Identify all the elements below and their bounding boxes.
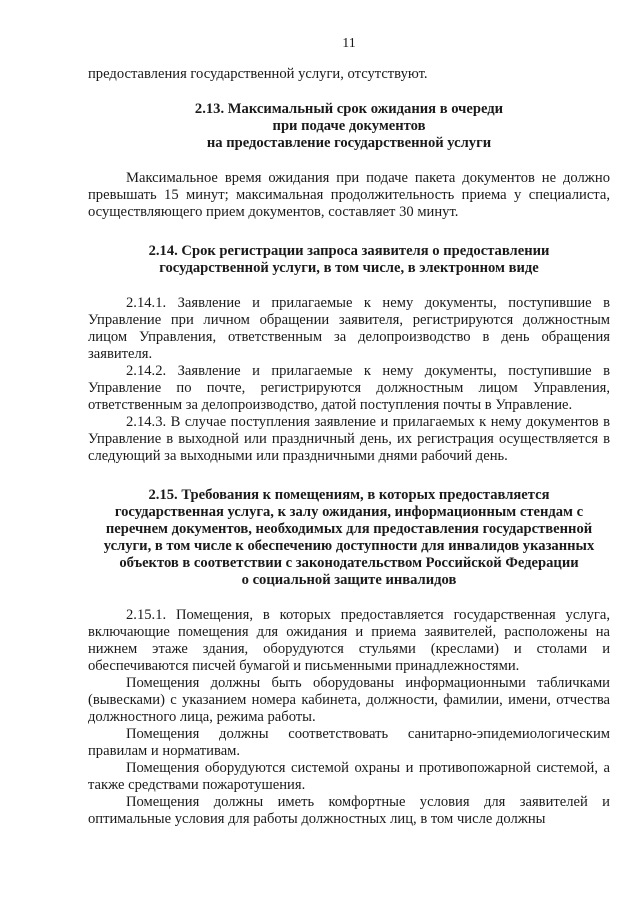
section-2-13-title-line: при подаче документов: [272, 118, 426, 134]
section-2-13-title-line: на предоставление государственной услуги: [206, 135, 492, 151]
section-2-15-title-line: услуги, в том числе к обеспечению доступности для инвалидов указанных: [103, 538, 595, 554]
section-2-14-paragraph: 2.14.1. Заявление и прилагаемые к нему документы, поступившие в Управление при личном обращении заявителя, регистрируются должностным лицом Управления, ответственным за делопроизводство в день обращения заявителя.: [88, 295, 610, 362]
section-2-15-paragraph: Помещения оборудуются системой охраны и противопожарной системой, а также средствами пожаротушения.: [88, 760, 610, 793]
section-2-14-paragraph: 2.14.2. Заявление и прилагаемые к нему документы, поступившие в Управление по почте, регистрируются должностным лицом Управления, ответственным за делопроизводство, датой поступления почты в Управление.: [88, 363, 610, 413]
section-2-14-paragraph: 2.14.3. В случае поступления заявление и прилагаемых к нему документов в Управление в выходной или праздничный день, их регистрация осуществляется в следующий за выходными или праздничными днями рабочий день.: [88, 414, 610, 464]
section-2-14-heading: [88, 243, 610, 277]
section-2-15-paragraph: Помещения должны быть оборудованы информационными табличками (вывесками) с указанием номера кабинета, должности, фамилии, имени, отчества должностного лица, режима работы.: [88, 675, 610, 725]
section-2-14-title-line: 2.14. Срок регистрации запроса заявителя о предоставлении: [148, 243, 550, 259]
section-2-13-title-line: 2.13. Максимальный срок ожидания в очереди: [194, 101, 504, 117]
section-2-15-paragraph: 2.15.1. Помещения, в которых предоставляется государственная услуга, включающие помещения для ожидания и приема заявителей, расположены на нижнем этаже здания, оборудуются стульями (креслами) и столами и обеспечиваются писчей бумагой и письменными принадлежностями.: [88, 607, 610, 674]
section-2-14-title-line: государственной услуги, в том числе, в электронном виде: [159, 260, 539, 276]
section-2-15-heading: [88, 487, 610, 589]
section-2-13-paragraph: Максимальное время ожидания при подаче пакета документов не должно превышать 15 минут; максимальная продолжительность приема у специалиста, осуществляющего прием документов, составляет 30 минут.: [88, 170, 610, 220]
section-2-15-title-line: перечнем документов, необходимых для предоставления государственной: [105, 521, 593, 537]
section-2-15-title-line: объектов в соответствии с законодательством Российской Федерации: [119, 555, 579, 571]
section-2-15-paragraph: Помещения должны иметь комфортные условия для заявителей и оптимальные условия для работы должностных лиц, в том числе должны: [88, 794, 610, 827]
section-2-13-heading: [88, 101, 610, 152]
section-2-15-title-line: государственная услуга, к залу ожидания, информационным стендам с: [114, 504, 584, 520]
page-number: 11: [342, 36, 356, 51]
section-2-15-title-line: о социальной защите инвалидов: [241, 572, 457, 588]
intro-line: предоставления государственной услуги, отсутствуют.: [88, 66, 428, 82]
section-2-15-title-line: 2.15. Требования к помещениям, в которых предоставляется: [148, 487, 550, 503]
section-2-15-paragraph: Помещения должны соответствовать санитарно-эпидемиологическим правилам и нормативам.: [88, 726, 610, 759]
